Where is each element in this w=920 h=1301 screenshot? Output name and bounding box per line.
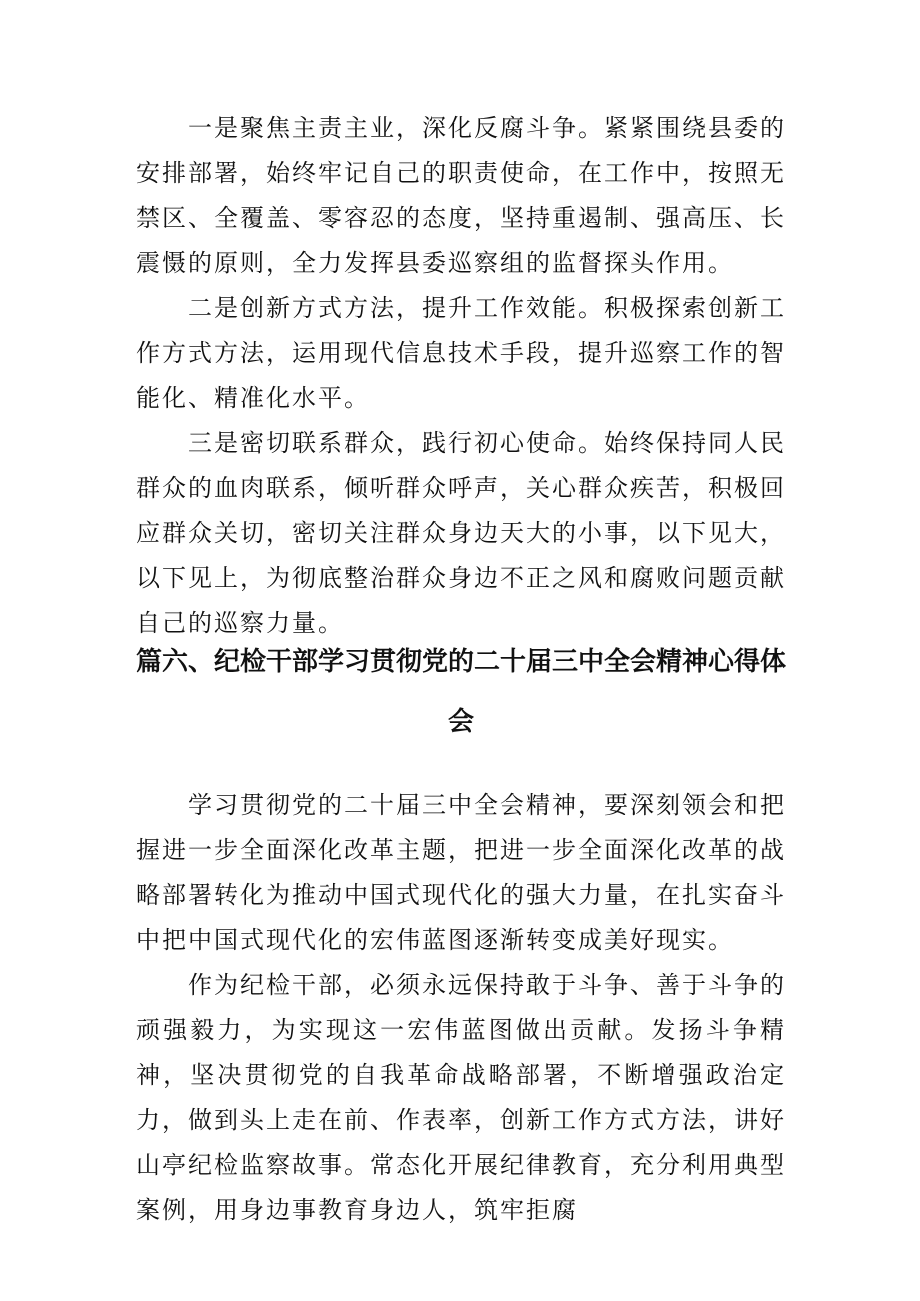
section-six-title-line2: 会 (447, 707, 474, 737)
paragraph-discipline-cadre-duty: 作为纪检干部，必须永远保持敢于斗争、善于斗争的顽强毅力，为实现这一宏伟蓝图做出贡献。发扬斗争精神，坚决贯彻党的自我革命战略部署，不断增强政治定力，做到头上走在前、作表率，创新工作方式方法，讲好山亭纪检监察故事。常态化开展纪律教育，充分利用典型案例，用身边事教育身边人，筑牢拒腐 (136, 971, 786, 1224)
paragraph-focus-responsibility: 一是聚焦主责主业，深化反腐斗争。紧紧围绕县委的安排部署，始终牢记自己的职责使命，在工作中，按照无禁区、全覆盖、零容忍的态度，坚持重遏制、强高压、长震慑的原则，全力发挥县委巡察组的监督探头作用。 (136, 114, 786, 277)
section-six-title-line1: 篇六、纪检干部学习贯彻党的二十届三中全会精神心得体 (136, 647, 787, 677)
paragraph-study-plenary-spirit: 学习贯彻党的二十届三中全会精神，要深刻领会和把握进一步全面深化改革主题，把进一步全面深化改革的战略部署转化为推动中国式现代化的强大力量，在扎实奋斗中把中国式现代化的宏伟蓝图逐渐转变成美好现实。 (136, 791, 786, 954)
paragraph-connect-masses: 三是密切联系群众，践行初心使命。始终保持同人民群众的血肉联系，倾听群众呼声，关心群众疾苦，积极回应群众关切，密切关注群众身边天大的小事，以下见大，以下见上，为彻底整治群众身边不正之风和腐败问题贡献自己的巡察力量。 (136, 429, 786, 637)
paragraph-innovate-methods: 二是创新方式方法，提升工作效能。积极探索创新工作方式方法，运用现代信息技术手段，提升巡察工作的智能化、精准化水平。 (136, 294, 786, 412)
